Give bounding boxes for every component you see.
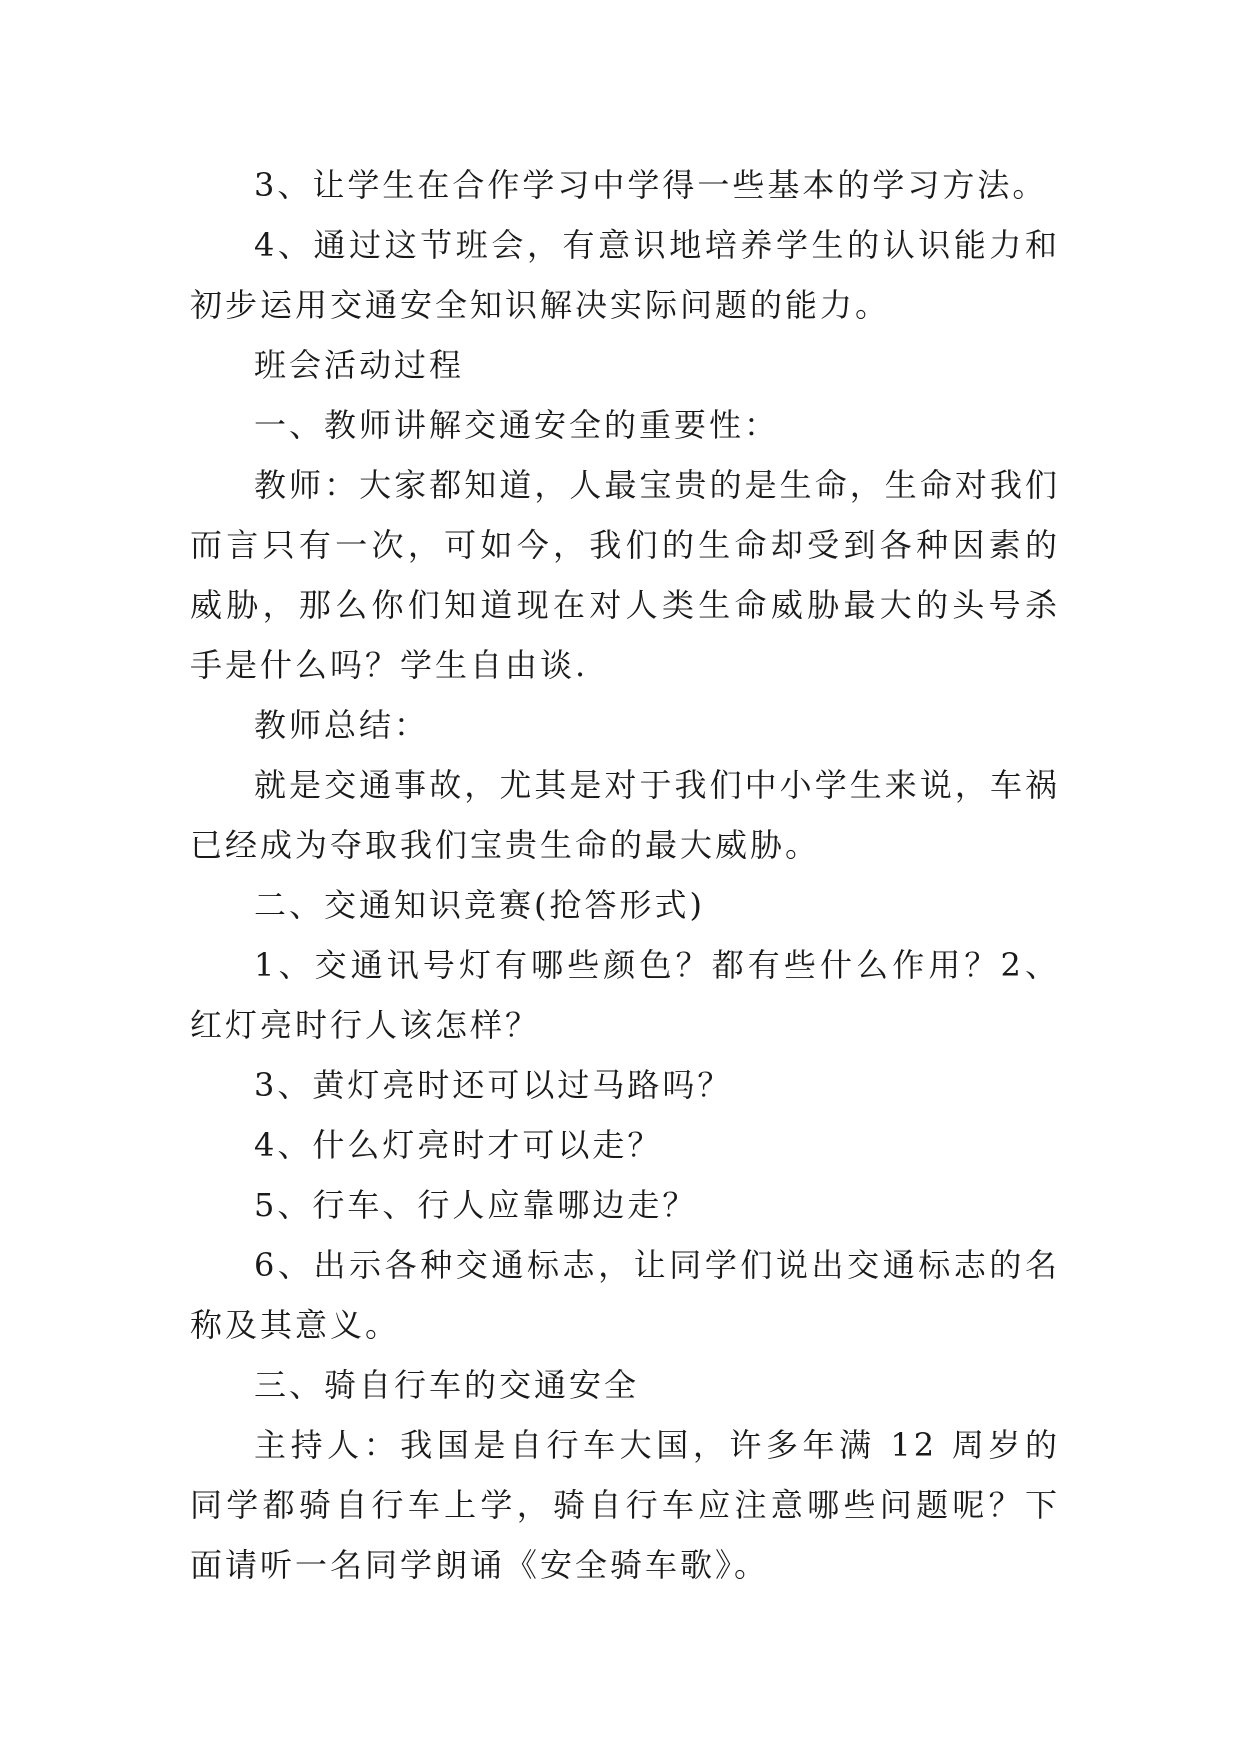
paragraph-teacher-intro: 教师：大家都知道，人最宝贵的是生命，生命对我们而言只有一次，可如今，我们的生命却受到各种因素的威胁，那么你们知道现在对人类生命威胁最大的头号杀手是什么吗？学生自由谈. (190, 466, 1060, 684)
paragraph-goal-3: 3、让学生在合作学习中学得一些基本的学习方法。 (254, 166, 1048, 204)
quiz-question-6: 6、出示各种交通标志，让同学们说出交通标志的名称及其意义。 (190, 1246, 1060, 1344)
quiz-question-1-2: 1、交通讯号灯有哪些颜色？都有些什么作用？2、红灯亮时行人该怎样？ (190, 946, 1060, 1044)
quiz-question-4: 4、什么灯亮时才可以走？ (254, 1126, 663, 1164)
paragraph-host-intro: 主持人：我国是自行车大国，许多年满 12 周岁的同学都骑自行车上学，骑自行车应注意哪些问题呢？下面请听一名同学朗诵《安全骑车歌》。 (190, 1426, 1060, 1584)
paragraph-teacher-summary-label: 教师总结： (254, 706, 430, 744)
section-heading-process: 班会活动过程 (254, 346, 465, 384)
paragraph-goal-4: 4、通过这节班会，有意识地培养学生的认识能力和初步运用交通安全知识解决实际问题的能力。 (190, 226, 1060, 324)
quiz-question-5: 5、行车、行人应靠哪边走？ (254, 1186, 698, 1224)
section-heading-2: 二、交通知识竞赛(抢答形式) (254, 886, 705, 924)
quiz-question-3: 3、黄灯亮时还可以过马路吗？ (254, 1066, 733, 1104)
paragraph-teacher-summary: 就是交通事故，尤其是对于我们中小学生来说，车祸已经成为夺取我们宝贵生命的最大威胁。 (190, 766, 1060, 864)
document-body (190, 155, 1060, 1595)
section-heading-1: 一、教师讲解交通安全的重要性： (254, 406, 780, 444)
section-heading-3: 三、骑自行车的交通安全 (254, 1366, 640, 1404)
